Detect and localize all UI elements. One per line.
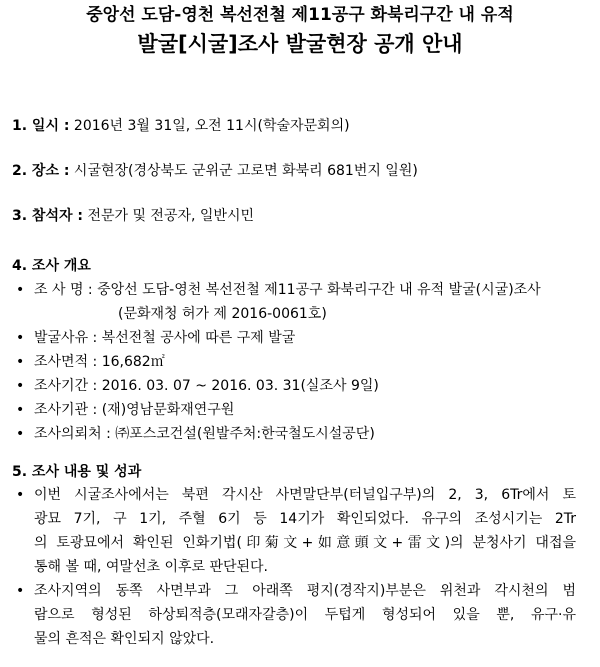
overview-row-period xyxy=(16,374,576,398)
bullet-icon: • xyxy=(16,487,25,503)
attendee-value: 전문가 및 전공자, 일반시민 xyxy=(87,208,255,224)
overview-row-text: 조사면적 : 16,682㎡ xyxy=(34,354,165,370)
overview-row-area xyxy=(16,350,576,374)
overview-row-text: 조사기간 : 2016. 03. 07 ~ 2016. 03. 31(실조사 9일) xyxy=(34,378,379,394)
bullet-icon: • xyxy=(16,354,25,370)
paragraph-line: 광묘 7기, 구 1기, 주혈 6기 등 14기가 확인되었다. 유구의 조성시기는 2Tr xyxy=(34,511,576,527)
attendee-label: 3. 참석자 : xyxy=(12,208,83,224)
paragraph-line: 람으로 형성된 하상퇴적층(모래자갈층)이 두텁게 형성되어 있을 뿐, 유구·유 xyxy=(34,607,576,623)
results-paragraph-2 xyxy=(16,579,576,651)
overview-row-client xyxy=(16,422,576,446)
overview-row-text: 조사기관 : (재)영남문화재연구원 xyxy=(34,402,235,418)
paragraph-line: 물의 흔적은 확인되지 않았다. xyxy=(34,631,215,647)
bullet-icon: • xyxy=(16,330,25,346)
page-title-line1: 중앙선 도담-영천 복선전철 제11공구 화북리구간 내 유적 xyxy=(86,5,514,25)
date-item xyxy=(12,117,350,135)
overview-row-text: 조사의뢰처 : ㈜포스코건설(원발주처:한국철도시설공단) xyxy=(34,426,375,442)
bullet-icon: • xyxy=(16,583,25,599)
overview-row-text: 발굴사유 : 복선전철 공사에 따른 구제 발굴 xyxy=(34,330,296,346)
results-paragraph-1 xyxy=(16,483,576,579)
paragraph-line: 통해 볼 때, 여말선초 이후로 판단된다. xyxy=(34,559,269,575)
overview-heading: 4. 조사 개요 xyxy=(12,258,91,274)
overview-row-reason xyxy=(16,326,576,350)
bullet-icon: • xyxy=(16,378,25,394)
overview-row-institution xyxy=(16,398,576,422)
attendee-item xyxy=(12,207,254,225)
place-item xyxy=(12,162,418,180)
results-heading: 5. 조사 내용 및 성과 xyxy=(12,464,142,480)
overview-row-cont: (문화재청 허가 제 2016-0061호) xyxy=(118,306,327,322)
date-value: 2016년 3월 31일, 오전 11시(학술자문회의) xyxy=(73,118,350,134)
place-value: 시굴현장(경상북도 군위군 고로면 화북리 681번지 일원) xyxy=(73,163,418,179)
bullet-icon: • xyxy=(16,426,25,442)
paragraph-line: 의 토광묘에서 확인된 인화기법(印菊文+如意頭文+雷文)의 분청사기 대접을 xyxy=(34,535,576,551)
page-title-line2: 발굴[시굴]조사 발굴현장 공개 안내 xyxy=(137,32,463,56)
paragraph-line: 이번 시굴조사에서는 북편 각시산 사면말단부(터널입구부)의 2, 3, 6Tr에서 토 xyxy=(34,487,576,503)
bullet-icon: • xyxy=(16,402,25,418)
overview-row-text: 조 사 명 : 중앙선 도담-영천 복선전철 제11공구 화북리구간 내 유적 발굴(시굴)조사 xyxy=(34,282,541,298)
date-label: 1. 일시 : xyxy=(12,118,70,134)
overview-row-name xyxy=(16,278,576,326)
place-label: 2. 장소 : xyxy=(12,163,70,179)
bullet-icon: • xyxy=(16,282,25,298)
paragraph-line: 조사지역의 동쪽 사면부과 그 아래쪽 평지(경작지)부분은 위천과 각시천의 범 xyxy=(34,583,576,599)
